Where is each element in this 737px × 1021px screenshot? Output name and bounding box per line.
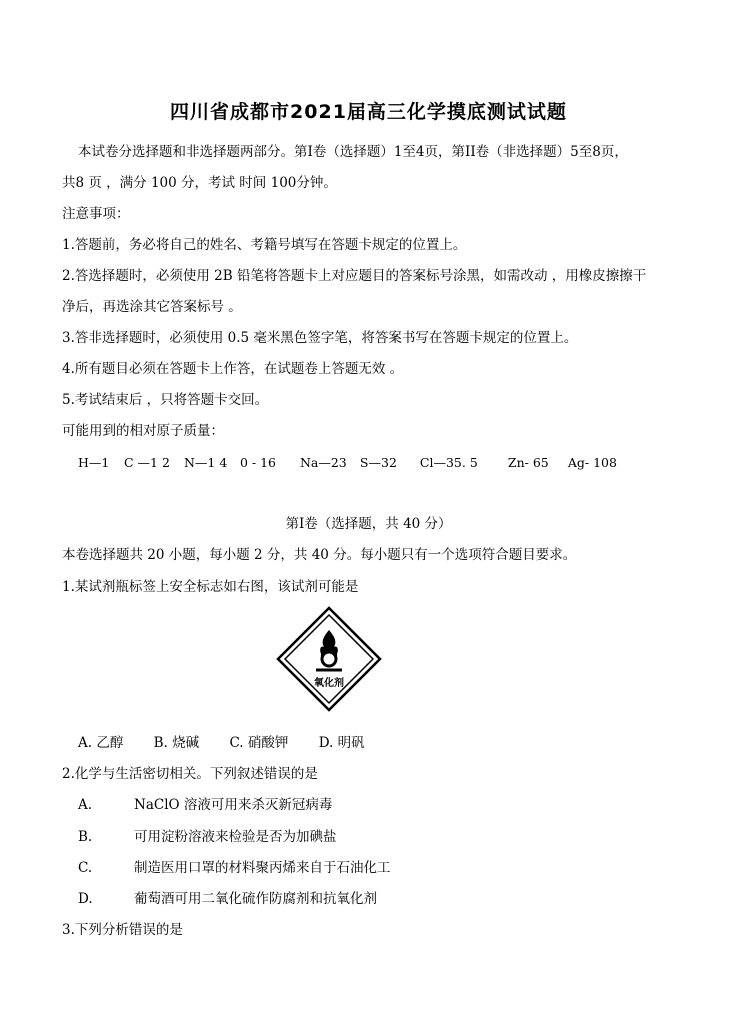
intro-line-2: 共8 页 ，满分 100 分，考试 时间 100分钟。 [62,175,337,191]
atomic-mass-h: H—1 [78,455,110,470]
question-2-option-a [78,796,332,814]
atomic-mass-heading: 可能用到的相对原子质量： [62,423,224,439]
option-letter: B. [78,829,93,845]
atomic-mass-c: C —1 2 [123,455,170,470]
question-2-option-c [78,859,391,877]
option-letter: A. [78,797,93,813]
atomic-mass-ag: Ag- 108 [567,455,617,470]
question-1-option-d: D. 明矾 [318,735,365,751]
atomic-mass-list [78,454,617,472]
question-1-option-c: C. 硝酸钾 [229,735,289,751]
atomic-mass-na: Na—23 [299,455,347,470]
question-1-options [78,734,391,752]
atomic-mass-cl: Cl—35. 5 [419,455,478,470]
atomic-mass-zn: Zn- 65 [507,455,549,470]
question-1-option-a: A. 乙醇 [78,735,124,751]
atomic-mass-n: N—1 4 [183,455,228,470]
section-title: 第Ⅰ卷（选择题，共 40 分） [285,516,452,532]
notice-item-2-cont: 净后，再选涂其它答案标号 。 [62,299,242,315]
notice-item-2: 2.答选择题时，必须使用 2B 铅笔将答题卡上对应题目的答案标号涂黑，如需改动 ，用橡皮擦擦干 [62,268,647,284]
option-letter: C. [78,860,93,876]
question-1-stem: 1.某试剂瓶标签上安全标志如右图，该试剂可能是 [62,579,359,595]
notice-item-1: 1.答题前，务必将自己的姓名、考籍号填写在答题卡规定的位置上。 [62,237,467,253]
question-2-option-d [78,890,377,908]
option-letter: D. [78,891,93,907]
option-text: 葡萄酒可用二氧化硫作防腐剂和抗氧化剂 [134,891,377,907]
option-text: NaClO 溶液可用来杀灭新冠病毒 [134,797,333,813]
atomic-mass-o: 0 - 16 [239,455,276,470]
oxidizer-hazard-icon [276,606,382,712]
section-description: 本卷选择题共 20 小题，每小题 2 分，共 40 分。每小题只有一个选项符合题目要求。 [62,547,577,563]
notice-item-5: 5.考试结束后 ，只将答题卡交回。 [62,392,269,408]
question-1-option-b: B. 烧碱 [153,735,200,751]
intro-line-1: 本试卷分选择题和非选择题两部分。第Ⅰ卷（选择题）1至4页，第II卷（非选择题）5至8页， [78,144,628,160]
notice-item-3: 3.答非选择题时，必须使用 0.5 毫米黑色签字笔，将答案书写在答题卡规定的位置上。 [62,330,578,346]
question-2-option-b [78,828,337,846]
exam-title: 四川省成都市2021届高三化学摸底测试试题 [170,101,567,123]
question-2-stem: 2.化学与生活密切相关。下列叙述错误的是 [62,766,318,782]
question-3-stem: 3.下列分析错误的是 [62,922,183,938]
option-text: 制造医用口罩的材料聚丙烯来自于石油化工 [134,860,391,876]
hazard-label: 氧化剂 [314,678,344,689]
notice-heading: 注意事项： [62,206,130,222]
atomic-mass-s: S—32 [359,455,397,470]
notice-item-4: 4.所有题目必须在答题卡上作答，在试题卷上答题无效 。 [62,361,404,377]
option-text: 可用淀粉溶液来检验是否为加碘盐 [134,829,337,845]
